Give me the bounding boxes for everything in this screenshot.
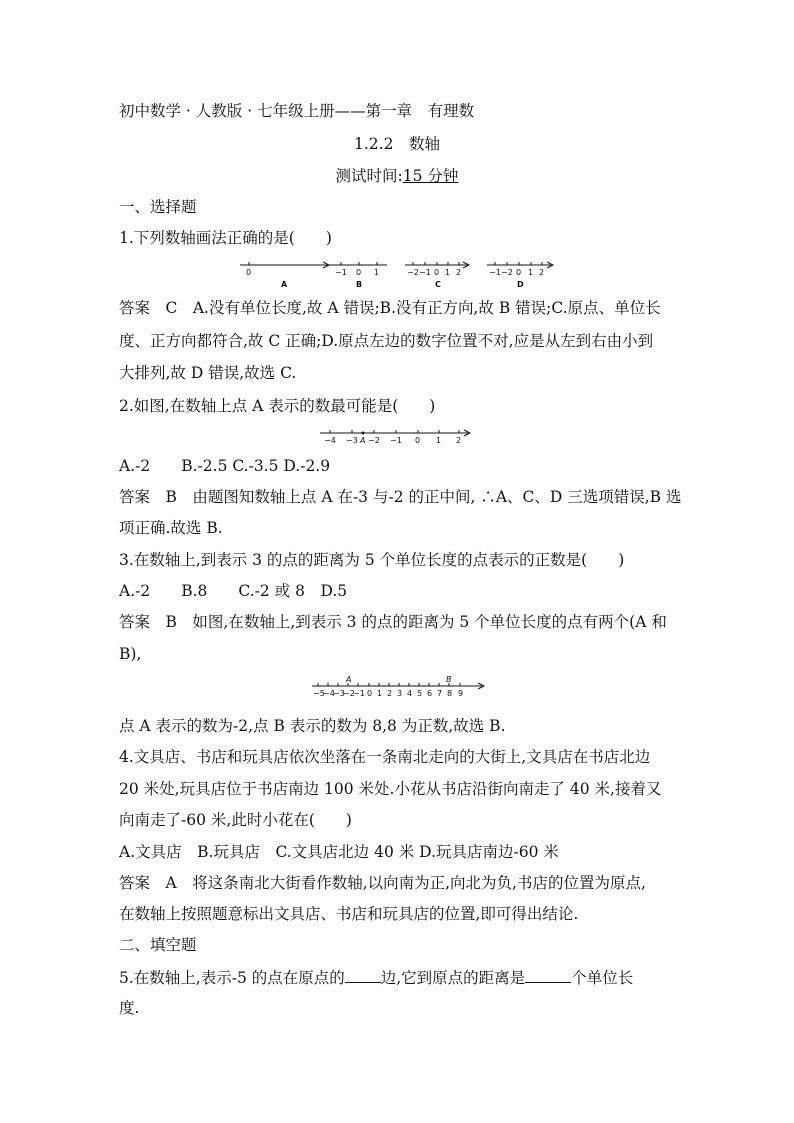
q2-tick: 0: [415, 436, 421, 445]
q2-stem: 2.如图,在数轴上点 A 表示的数最可能是( ): [119, 397, 436, 415]
q1-answer-line: 大排列,故 D 错误,故选 C.: [119, 364, 297, 382]
q2-tick: 1: [436, 436, 442, 445]
q1-a-label: A: [281, 280, 288, 289]
q1-c-tick: −2: [407, 268, 419, 277]
q2-tick: −2: [368, 436, 380, 445]
q4-stem-line: 4.文具店、书店和玩具店依次坐落在一条南北走向的大街上,文具店在书店北边: [119, 748, 651, 766]
section-title: 1.2.2 数轴: [354, 135, 440, 153]
q1-answer-line: 度、正方向都符合,故 C 正确;D.原点左边的数字位置不对,应是从左到右由小到: [119, 332, 654, 350]
header: 初中数学 · 人教版 · 七年级上册——第一章 有理数: [119, 102, 475, 120]
q5-stem: [119, 966, 633, 988]
q3-answer-tail: 点 A 表示的数为-2,点 B 表示的数为 8,8 为正数,故选 B.: [119, 717, 506, 735]
q1-axis-a: [240, 262, 329, 289]
q4-stem-line: 20 米处,玩具店位于书店南边 100 米处.小花从书店沿街向南走了 40 米,接着又: [119, 780, 662, 798]
q3-figure: [310, 674, 490, 700]
q1-axis-b: [325, 262, 387, 289]
q1-figure: [235, 256, 565, 290]
q3-answer-line: 答案 B 如图,在数轴上,到表示 3 的点的距离为 5 个单位长度的点有两个(A 和: [119, 613, 667, 631]
q1-d-tick: 2: [539, 268, 545, 277]
q3-tick: 8: [447, 689, 453, 698]
part2-heading: 二、填空题: [119, 936, 197, 954]
q1-stem: 1.下列数轴画法正确的是( ): [119, 229, 332, 247]
q1-d-tick: 0: [516, 268, 522, 277]
q4-answer-line: 答案 A 将这条南北大街看作数轴,以向南为正,向北为负,书店的位置为原点,: [119, 874, 646, 892]
q3-point-a: A: [346, 675, 352, 684]
q1-d-tick: −1: [489, 268, 501, 277]
test-time: [0, 166, 794, 186]
q2-answer-line: 项正确.故选 B.: [119, 519, 223, 537]
q3-tick: 5: [417, 689, 423, 698]
q1-axis-c: [405, 262, 469, 289]
q2-tick: −3: [346, 436, 358, 445]
q2-tick: −4: [324, 436, 336, 445]
q1-d-tick: −2: [501, 268, 513, 277]
q3-tick: 7: [437, 689, 443, 698]
q3-tick: 1: [377, 689, 383, 698]
q4-options: A.文具店 B.玩具店 C.文具店北边 40 米 D.玩具店南边-60 米: [119, 843, 559, 861]
q1-d-label: D: [517, 280, 524, 289]
q3-tick: 4: [407, 689, 413, 698]
q1-b-tick: 1: [374, 268, 380, 277]
q1-b-tick: −1: [335, 268, 347, 277]
test-time-label: 测试时间:: [335, 167, 403, 185]
q3-tick: −5: [313, 689, 325, 698]
q2-options: A.-2 B.-2.5 C.-3.5 D.-2.9: [119, 457, 331, 475]
q3-tick: 2: [387, 689, 393, 698]
q5-stem-a: 5.在数轴上,表示-5 的点在原点的: [119, 969, 345, 987]
q1-c-tick: −1: [419, 268, 431, 277]
q1-a-tick: 0: [246, 268, 252, 277]
q3-tick: −3: [333, 689, 345, 698]
q2-tick: 2: [456, 436, 462, 445]
q3-point-b: B: [446, 675, 452, 684]
q4-answer-line: 在数轴上按照题意标出文具店、书店和玩具店的位置,即可得出结论.: [119, 905, 579, 923]
q2-figure: [318, 426, 478, 448]
q1-b-label: B: [356, 280, 363, 289]
q5-stem-c: 个单位长: [571, 969, 634, 987]
q5-blank-1[interactable]: [345, 966, 381, 983]
q1-c-tick: 1: [445, 268, 451, 277]
q1-axis-d: [487, 262, 553, 289]
q3-tick: 6: [427, 689, 433, 698]
q1-c-label: C: [435, 280, 441, 289]
q3-tick: 3: [397, 689, 403, 698]
q3-stem: 3.在数轴上,到表示 3 的点的距离为 5 个单位长度的点表示的正数是( ): [119, 551, 625, 569]
q5-stem-b: 边,它到原点的距离是: [380, 969, 526, 987]
q3-tick: −4: [323, 689, 335, 698]
part1-heading: 一、选择题: [119, 198, 197, 216]
q2-tick: −1: [390, 436, 402, 445]
q1-b-tick: 0: [356, 268, 362, 277]
q1-c-tick: 2: [456, 268, 462, 277]
q5-blank-2[interactable]: [525, 966, 571, 983]
q1-c-tick: 0: [434, 268, 440, 277]
q3-options: A.-2 B.8 C.-2 或 8 D.5: [119, 582, 348, 600]
q2-answer-line: 答案 B 由题图知数轴上点 A 在-3 与-2 的正中间, ∴A、C、D 三选项错误,B 选: [119, 488, 682, 506]
q3-answer-line: B),: [119, 645, 142, 663]
q3-tick: 0: [367, 689, 373, 698]
q3-tick: 9: [458, 689, 464, 698]
q1-answer-line: 答案 C A.没有单位长度,故 A 错误;B.没有正方向,故 B 错误;C.原点、单位长: [119, 299, 661, 317]
q1-d-tick: 1: [528, 268, 534, 277]
test-time-value: 15 分钟: [402, 167, 459, 185]
q3-tick: −1: [353, 689, 365, 698]
q3-tick: −2: [343, 689, 355, 698]
q5-stem-d: 度.: [119, 999, 140, 1017]
q2-point-a: A: [360, 436, 366, 445]
q4-stem-line: 向南走了-60 米,此时小花在( ): [119, 811, 352, 829]
